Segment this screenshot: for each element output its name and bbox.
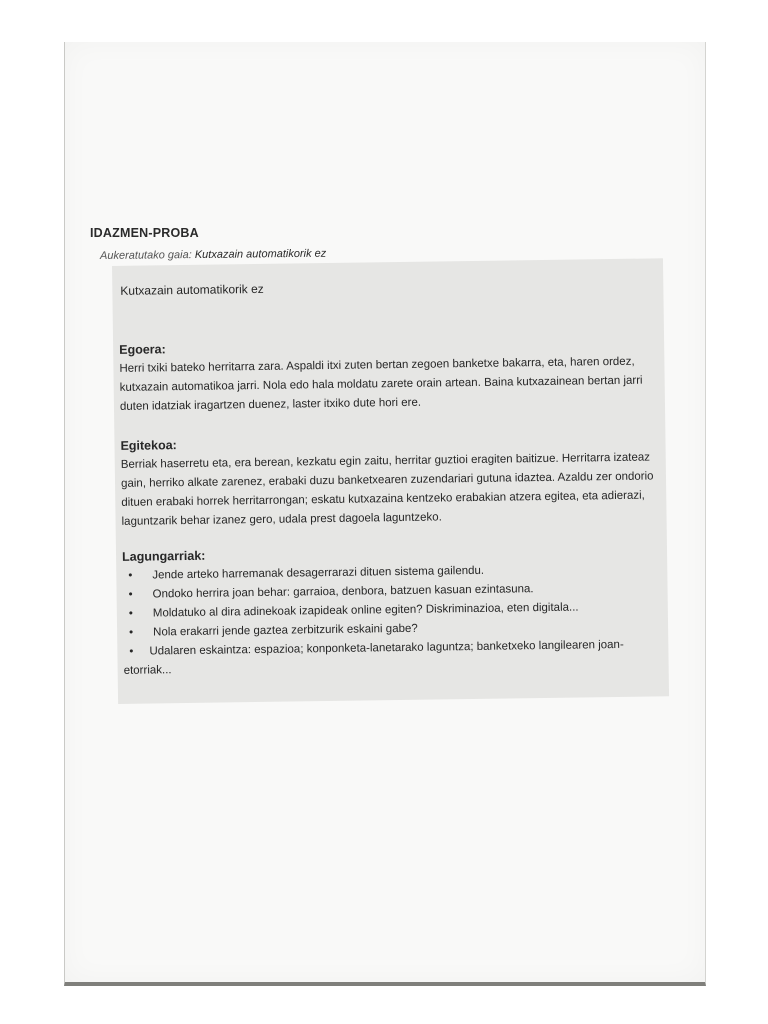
list-item-text: Nola erakarri jende gaztea zerbitzurik eskaini gabe? [153,622,418,639]
bullet-icon: • [128,607,133,620]
chosen-topic-line [100,248,326,262]
situation-heading: Egoera: [119,342,166,357]
task-card [112,258,669,704]
aids-list [122,559,661,680]
aids-heading: Lagungarriak: [121,548,206,564]
list-item-text: Udalaren eskaintza: espazioa; konponketa-lanetarako laguntza; banketxeko langilearen joan-etorriak... [123,638,624,677]
bullet-icon: • [128,569,133,582]
task-heading: Egitekoa: [120,438,177,453]
task-text: Berriak haserretu eta, era berean, kezkatu egin zaitu, herritar guztioi eragiten baitizue. Herritarra izateaz gain, herriko alkate zarenez, erabaki duzu banketxearen zuzendariari gutuna idaztea. Azaldu zer ondorio dituen erabaki horrek herritarrongan; eskatu kutxazaina kentzeko erabakian atzera egitea, eta adierazi, laguntzarik behar izanez gero, udala prest dagoela laguntzeko. [120,451,654,528]
list-item [123,635,660,680]
list-item-text: Moldatuko al dira adinekoak izapideak online egiten? Diskriminazioa, eten digitala... [152,601,579,620]
bullet-icon: • [129,645,134,658]
situation-text: Herri txiki bateko herritarra zara. Aspaldi itxi zuten bertan zegoen banketxe bakarra, eta, haren ordez, kutxazain automatikoa jarri. Nola edo hala moldatu zarete orain artean. Baina kutxazainean bertan jarri duten idatziak iragartzen duenez, laster itxiko dute hori ere. [119,355,643,413]
bullet-icon: • [128,588,133,601]
bullet-icon: • [129,626,134,639]
list-item-text: Jende arteko harremanak desagerrarazi dituen sistema gailendu. [152,564,485,582]
chosen-topic-label: Aukeratutako gaia: [99,249,192,262]
document-title: IDAZMEN-PROBA [90,226,199,240]
card-title: Kutxazain automatikorik ez [120,281,264,298]
chosen-topic-value: Kutxazain automatikorik ez [194,247,327,262]
list-item-text: Ondoko herrira joan behar: garraioa, denbora, batzuen kasuan ezintasuna. [152,583,534,601]
